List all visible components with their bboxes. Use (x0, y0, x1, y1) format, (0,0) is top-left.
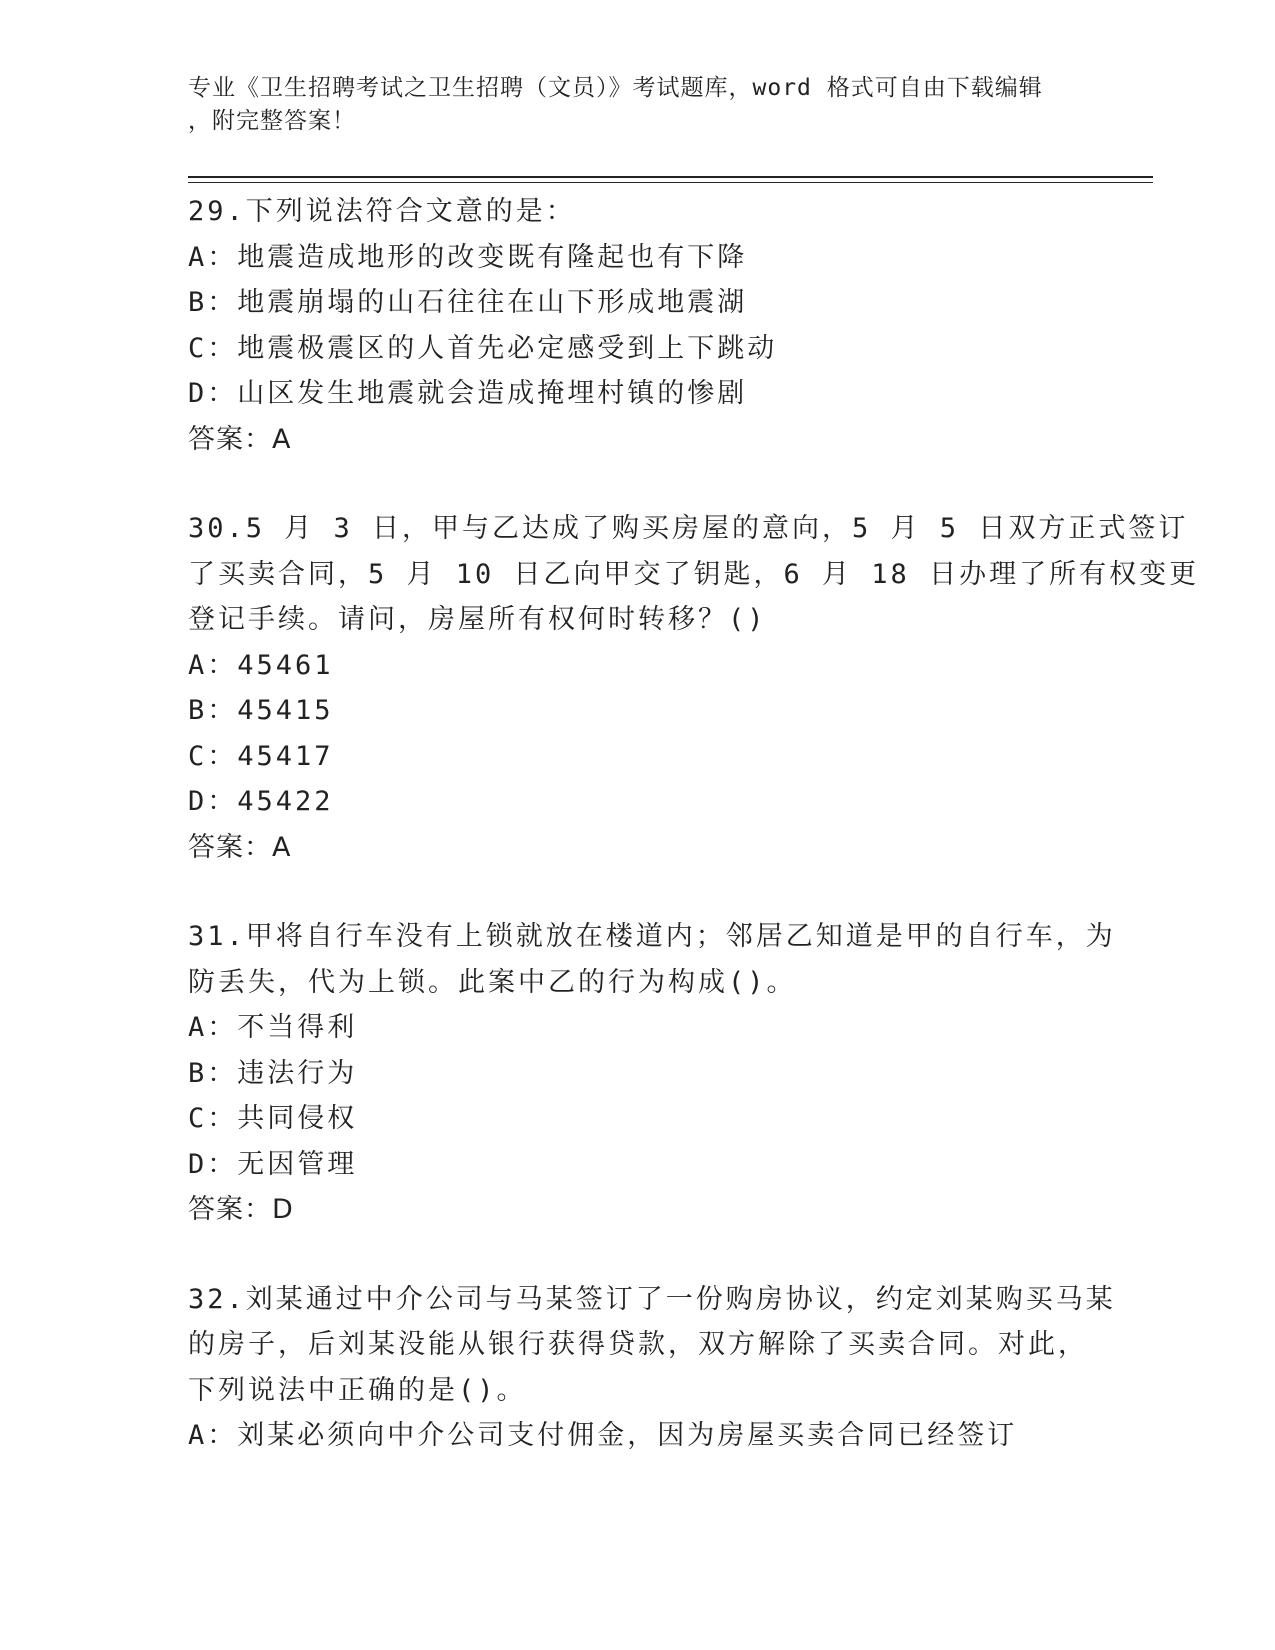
option-b: B：违法行为 (188, 1057, 358, 1089)
question-text: 的房子，后刘某没能从银行获得贷款，双方解除了买卖合同。对此， (188, 1329, 1088, 1360)
answer: 答案：D (188, 1194, 294, 1225)
header-divider-thin (188, 182, 1153, 183)
question-text: 30.5 月 3 日，甲与乙达成了购买房屋的意向，5 月 5 日双方正式签订 (188, 513, 1189, 544)
spacer (188, 870, 1088, 914)
option-b: B：45415 (188, 695, 334, 726)
option-c: C：地震极震区的人首先必定感受到上下跳动 (188, 332, 778, 364)
question-32 (188, 1277, 1116, 1459)
question-text: 32.刘某通过中介公司与马某签订了一份购房协议，约定刘某购买马某 (188, 1283, 1116, 1315)
option-d: D：无因管理 (188, 1148, 358, 1180)
option-a: A：不当得利 (188, 1012, 358, 1043)
answer: 答案：A (188, 423, 292, 455)
question-29 (188, 189, 1088, 462)
spacer (188, 1233, 1088, 1277)
answer: 答案：A (188, 831, 292, 863)
option-a: A：45461 (188, 649, 334, 681)
question-text: 29.下列说法符合文意的是： (188, 196, 576, 227)
option-b: B：地震崩塌的山石往往在山下形成地震湖 (188, 287, 748, 318)
question-text: 下列说法中正确的是()。 (188, 1374, 527, 1406)
option-a: A：刘某必须向中介公司支付佣金，因为房屋买卖合同已经签订 (188, 1420, 1018, 1451)
question-text: 31.甲将自行车没有上锁就放在楼道内；邻居乙知道是甲的自行车，为 (188, 921, 1116, 952)
header-divider-thick (188, 176, 1153, 178)
option-d: D：山区发生地震就会造成掩埋村镇的惨剧 (188, 378, 748, 409)
option-d: D：45422 (188, 786, 334, 817)
question-31 (188, 914, 1116, 1233)
header-line-1: 专业《卫生招聘考试之卫生招聘（文员）》考试题库，word 格式可自由下载编辑 (188, 75, 1043, 101)
header-line-2: ，附完整答案！ (188, 108, 356, 134)
document-header (188, 72, 1078, 138)
question-text: 登记手续。请问，房屋所有权何时转移？() (188, 604, 767, 635)
option-a: A：地震造成地形的改变既有隆起也有下降 (188, 241, 748, 273)
question-list (188, 189, 1200, 1459)
question-text: 了买卖合同，5 月 10 日乙向甲交了钥匙，6 月 18 日办理了所有权变更 (188, 558, 1200, 590)
question-text: 防丢失，代为上锁。此案中乙的行为构成()。 (188, 966, 797, 998)
option-c: C：45417 (188, 740, 334, 772)
spacer (188, 462, 1088, 506)
option-c: C：共同侵权 (188, 1103, 358, 1134)
question-30 (188, 506, 1200, 870)
